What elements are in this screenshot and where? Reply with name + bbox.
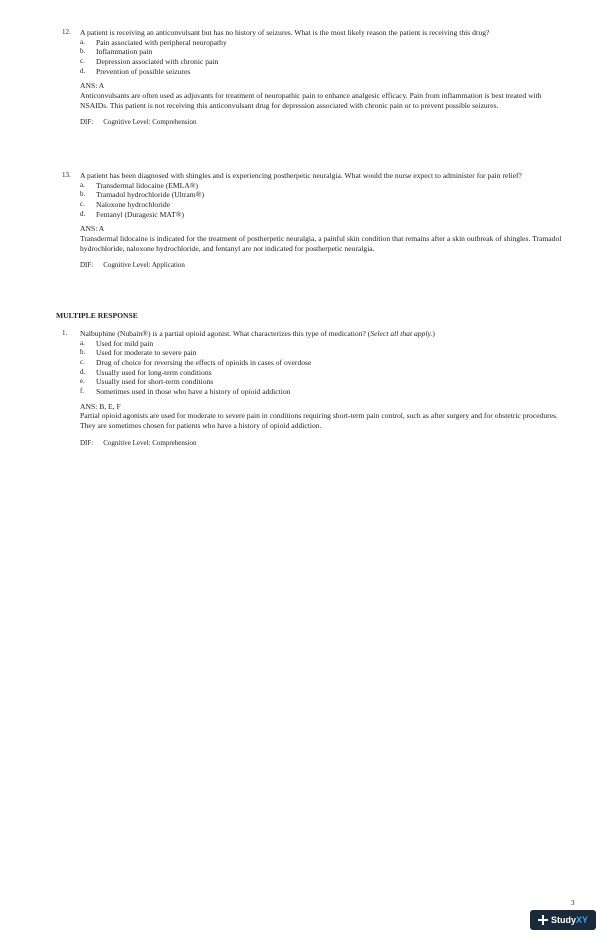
option-letter: b. — [80, 47, 86, 56]
option-letter: e. — [80, 377, 85, 386]
option-list — [0, 38, 612, 77]
option-d — [0, 210, 612, 220]
difficulty — [0, 261, 612, 270]
option-list — [0, 339, 612, 397]
option-list — [0, 181, 612, 220]
rationale: Anticonvulsants are often used as adjuvants for treatment of neuropathic pain to enhance analgesic efficacy. Pain from inflammation is best treated with NSAIDs. This patient is not receiving this anticonvulsant drug for depression associated with chronic pain or to prevent possible seizures. — [80, 91, 542, 110]
option-letter: a. — [80, 338, 85, 347]
answer-key: ANS: A — [80, 224, 105, 234]
option-text: Usually used for long-term conditions — [96, 367, 212, 377]
multiple-response-question-1 — [0, 329, 612, 448]
dif-label: DIF: — [80, 118, 94, 127]
option-d — [0, 67, 612, 77]
option-text: Used for moderate to severe pain — [96, 348, 197, 358]
brand-name — [551, 915, 588, 925]
studyxy-logo-badge[interactable] — [530, 910, 596, 930]
answer-key: ANS: A — [80, 81, 105, 91]
question-stem — [0, 28, 612, 38]
option-letter: d. — [80, 66, 86, 75]
option-letter: d. — [80, 209, 86, 218]
answer-key: ANS: B, E, F — [80, 401, 121, 411]
plus-icon — [538, 915, 548, 925]
option-text: Depression associated with chronic pain — [96, 57, 219, 66]
option-letter: b. — [80, 190, 86, 199]
page-number: 3 — [571, 899, 575, 907]
option-text: Fentanyl (Duragesic MAT®) — [96, 209, 185, 219]
option-text: Used for mild pain — [96, 338, 154, 348]
dif-value: Cognitive Level: Comprehension — [103, 118, 197, 127]
question-number: 13. — [62, 171, 71, 179]
option-letter: c. — [80, 57, 85, 65]
option-c — [0, 200, 612, 210]
brand-name-accent: XY — [576, 915, 589, 925]
option-letter: a. — [80, 37, 85, 46]
question-number: 12. — [62, 28, 71, 36]
option-letter: f. — [80, 387, 85, 396]
option-text: Drug of choice for reversing the effects of opioids in cases of overdose — [96, 358, 312, 367]
option-text: Usually used for short-term conditions — [96, 377, 214, 387]
question-instruction: Select all that apply. — [370, 329, 433, 338]
question-number: 1. — [62, 329, 68, 337]
question-text: A patient is receiving an anticonvulsant but has no history of seizures. What is the most likely reason the patient is receiving this drug? — [80, 28, 490, 37]
option-text: Prevention of possible seizures — [96, 66, 191, 76]
dif-label: DIF: — [80, 438, 94, 447]
option-letter: b. — [80, 348, 86, 357]
option-a — [0, 38, 612, 48]
option-text: Transdermal lidocaine (EMLA®) — [96, 180, 199, 190]
option-letter: d. — [80, 367, 86, 376]
question-12 — [0, 28, 612, 127]
question-text: Nalbuphine (Nubain®) is a partial opioid agonist. What characterizes this type of medication? ( — [80, 329, 371, 338]
dif-value: Cognitive Level: Comprehension — [103, 438, 197, 447]
question-stem — [0, 329, 612, 339]
option-letter: a. — [80, 180, 85, 189]
difficulty — [0, 118, 612, 127]
section-title: MULTIPLE RESPONSE — [56, 311, 138, 320]
option-text: Tramadol hydrochloride (Ultram®) — [96, 190, 204, 200]
difficulty — [0, 439, 612, 448]
rationale: Transdermal lidocaine is indicated for the treatment of postherpetic neuralgia, a painful skin condition that remains after a skin outbreak of shingles. Tramadol hydrochloride, naloxone hydrochloride, and fentanyl are not indicated for postherpetic neuralgia. — [80, 234, 562, 253]
option-letter: c. — [80, 200, 85, 208]
option-b — [0, 47, 612, 57]
dif-value: Cognitive Level: Application — [103, 261, 185, 270]
option-c — [0, 57, 612, 67]
option-text: Sometimes used in those who have a history of opioid addiction — [96, 387, 291, 397]
option-e — [0, 377, 612, 387]
option-text: Inflammation pain — [96, 47, 153, 57]
question-stem — [0, 171, 612, 181]
rationale: Partial opioid agonists are used for moderate to severe pain in conditions requiring short-term pain control, such as after surgery and for obstetric procedures. They are sometimes chosen for patients who have a history of opioid addiction. — [80, 411, 558, 430]
question-13 — [0, 171, 612, 270]
option-c — [0, 358, 612, 368]
option-a — [0, 339, 612, 349]
option-text: Naloxone hydrochloride — [96, 200, 171, 209]
question-text: A patient has been diagnosed with shingles and is experiencing postherpetic neuralgia. What would the nurse expect to administer for pain relief? — [80, 171, 522, 180]
option-letter: c. — [80, 358, 85, 366]
option-text: Pain associated with peripheral neuropathy — [96, 37, 227, 47]
option-a — [0, 181, 612, 191]
option-b — [0, 190, 612, 200]
option-d — [0, 368, 612, 378]
brand-name-main: Study — [550, 915, 576, 925]
question-text-end: ) — [432, 329, 435, 338]
option-b — [0, 348, 612, 358]
option-f — [0, 387, 612, 397]
dif-label: DIF: — [80, 261, 94, 270]
